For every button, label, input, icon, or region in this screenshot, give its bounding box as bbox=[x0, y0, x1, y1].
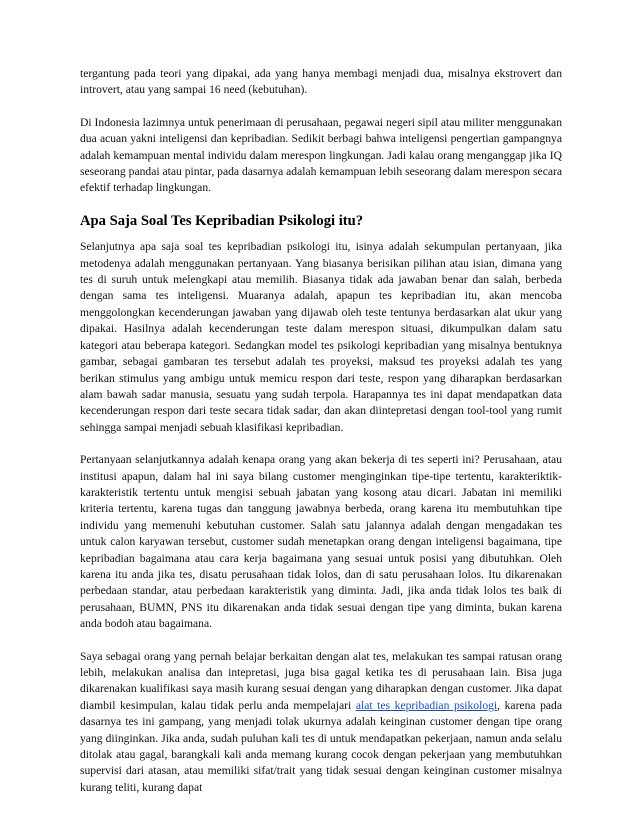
document-page bbox=[80, 66, 562, 812]
alat-tes-link[interactable]: alat tes kepribadian psikologi bbox=[355, 698, 498, 712]
paragraph-inteligensi: Di Indonesia lazimnya untuk penerimaan di perusahaan, pegawai negeri sipil atau militer menggunakan dua acuan yakni inteligensi dan kepribadian. Sedikit berbagi bahwa inteligensi pengertian gampangnya adalah kemampuan mental individu dalam merespon lingkungan. Jadi kalau orang menganggap jika IQ seseorang pandai atau pintar, pada dasarnya adalah kemampuan lebih seseorang dalam merespon secara efektif terhadap lingkungan. bbox=[80, 115, 562, 195]
paragraph-text-before-link: Saya sebagai orang yang pernah belajar berkaitan dengan alat tes, melakukan tes sampai ratusan orang lebih, melakukan analisa dan intepretasi, juga bisa gagal ketika tes di perusahaan lain. Bisa juga dikarenakan kualifikasi saya masih kurang sesuai dengan yang diharapkan dengan customer. Jika dapat diambil kesimpulan, kalau tidak perlu anda mempelajari bbox=[80, 649, 562, 712]
section-heading: Apa Saja Soal Tes Kepribadian Psikologi itu? bbox=[80, 212, 364, 229]
paragraph-intro: tergantung pada teori yang dipakai, ada yang hanya membagi menjadi dua, misalnya ekstrovert dan introvert, atau yang sampai 16 need (kebutuhan). bbox=[80, 67, 562, 97]
paragraph-pengalaman bbox=[80, 649, 562, 797]
paragraph-text-after-link: , karena pada dasarnya tes ini gampang, yang menjadi tolak ukurnya adalah keinginan customer dengan tipe orang yang diinginkan. Jika anda, sudah puluhan kali tes di untuk mendapatkan pekerjaan, namun anda selalu ditolak atau gagal, barangkali kali anda memang kurang cocok dengan pekerjaan yang membutuhkan supervisi dari atasan, atau memiliki sifat/trait yang tidak sesuai dengan keinginan customer misalnya kurang teliti, kurang dapat bbox=[80, 698, 562, 794]
paragraph-pertanyaan: Pertanyaan selanjutkannya adalah kenapa orang yang akan bekerja di tes seperti ini? Perusahaan, atau institusi apapun, dalam hal ini saya bilang customer menginginkan tipe-tipe tertentu, karakteriktik-karakteristik tertentu untuk mengisi sebuah jabatan yang kosong atau dicari. Jabatan ini memiliki kriteria tertentu, karena tugas dan tanggung jawabnya berbeda, orang karena itu membutuhkan tipe individu yang memenuhi kebutuhan customer. Salah satu jalannya adalah dengan mengadakan tes untuk calon karyawan tersebut, customer sudah menetapkan orang dengan inteligensi bagaimana, tipe kepribadian bagaimana atau cara kerja bagaimana yang sesuai untuk posisi yang dibutuhkan. Oleh karena itu anda jika tes, disatu perusahaan tidak lolos, dan di satu perusahaan lolos. Itu dikarenakan perbedaan standar, atau perbedaan karakteristik yang diminta. Jadi, jika anda tidak lolos tes baik di perusahaan, BUMN, PNS itu dikarenakan anda tidak sesuai dengan tipe yang diminta, bukan karena anda bodoh atau bagaimana. bbox=[80, 453, 562, 631]
paragraph-soal-tes: Selanjutnya apa saja soal tes kepribadian psikologi itu, isinya adalah sekumpulan pertanyaan, jika metodenya adalah menggunakan pertanyaan. Yang biasanya berisikan pilihan atau isian, dimana yang tes di suruh untuk melengkapi atau memilih. Biasanya tidak ada jawaban benar dan salah, berbeda dengan sama tes inteligensi. Muaranya adalah, apapun tes kepribadian itu, akan mencoba menggolongkan kecenderungan jawaban yang dijawab oleh teste tentunya berdasarkan alat ukur yang dipakai. Hasilnya adalah kecenderungan teste dalam merespon situasi, dikumpulkan dalam satu kategori atau beberapa kategori. Sedangkan model tes psikologi kepribadian yang misalnya bentuknya gambar, sebagai gambaran tes tersebut adalah tes proyeksi, maksud tes proyeksi adalah tes yang berikan stimulus yang ambigu untuk memicu respon dari teste, respon yang diharapkan berdasarkan alam bawah sadar manusia, sesuatu yang sudah terpola. Harapannya tes ini dapat mendapatkan data kecenderungan respon dari teste secara tidak sadar, dan akan diintepretasi dengan tool-tool yang rumit sehingga sampai menjadi sebuah klasifikasi kepribadian. bbox=[80, 240, 562, 434]
